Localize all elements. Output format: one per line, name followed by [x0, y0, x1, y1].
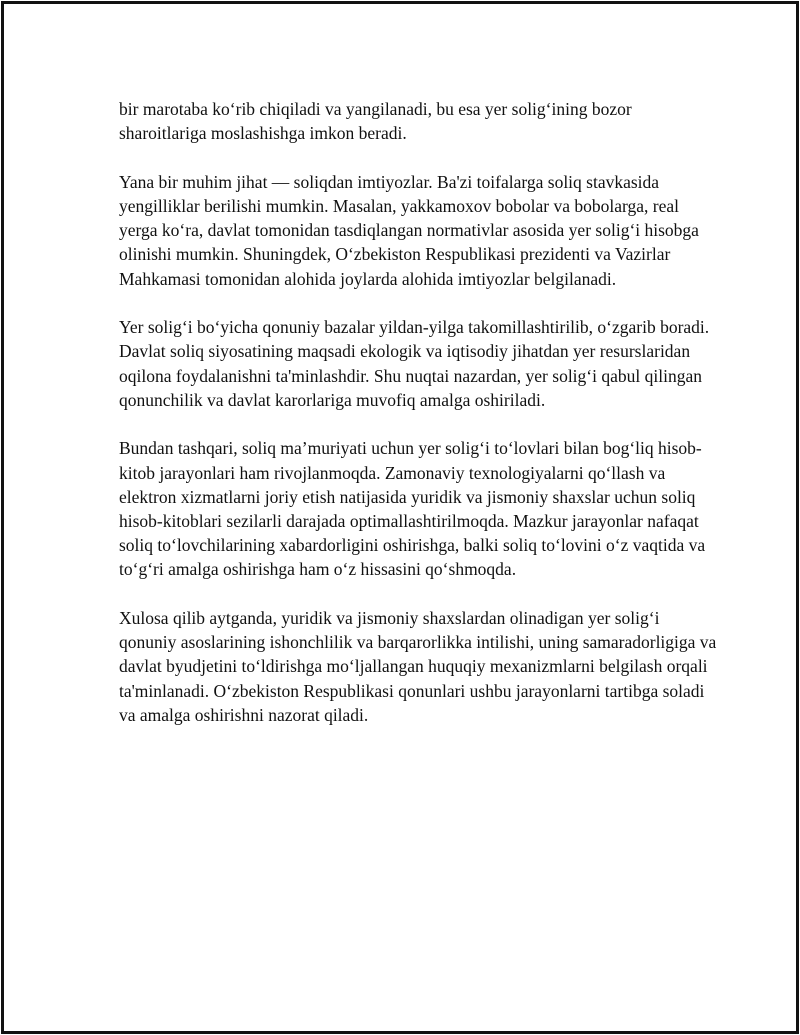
paragraph-2: Yana bir muhim jihat — soliqdan imtiyozlar. Ba'zi toifalarga soliq stavkasida yengilliklar berilishi mumkin. Masalan, yakkamoxov bobolar va bobolarga, real yerga ko‘ra, davlat tomonidan tasdiqlangan normativlar asosida yer solig‘i hisobga olinishi mumkin. Shuningdek, O‘zbekiston Respublikasi prezidenti va Vazirlar Mahkamasi tomonidan alohida joylarda alohida imtiyozlar belgilanadi.	[119, 171, 699, 289]
paragraph-5: Xulosa qilib aytganda, yuridik va jismoniy shaxslardan olinadigan yer solig‘i qonuniy asoslarining ishonchlilik va barqarorlikka intilishi, uning samaradorligiga va davlat byudjetini to‘ldirishga mo‘ljallangan huquqiy mexanizmlarni belgilash orqali ta'minlanadi. O‘zbekiston Respublikasi qonunlari ushbu jarayonlarni tartibga soladi va amalga oshirishni nazorat qiladi.	[119, 608, 717, 725]
document-body	[119, 97, 719, 751]
document-page	[1, 1, 799, 1034]
paragraph-1: bir marotaba ko‘rib chiqiladi va yangilanadi, bu esa yer solig‘ining bozor sharoitlariga moslashishga imkon beradi.	[119, 99, 632, 144]
paragraph-4: Bundan tashqari, soliq ma’muriyati uchun yer solig‘i to‘lovlari bilan bog‘liq hisob-kitob jarayonlari ham rivojlanmoqda. Zamonaviy texnologiyalarni qo‘llash va elektron xizmatlarni joriy etish natijasida yuridik va jismoniy shaxslar uchun soliq hisob-kitoblari sezilarli darajada optimallashtirilmoqda. Mazkur jarayonlar nafaqat soliq to‘lovchilarining xabardorligini oshirishga, balki soliq to‘lovini o‘z vaqtida va to‘g‘ri amalga oshirishga ham o‘z hissasini qo‘shmoqda.	[119, 438, 706, 580]
paragraph-3: Yer solig‘i bo‘yicha qonuniy bazalar yildan-yilga takomillashtirilib, o‘zgarib boradi. Davlat soliq siyosatining maqsadi ekologik va iqtisodiy jihatdan yer resurslaridan oqilona foydalanishni ta'minlashdir. Shu nuqtai nazardan, yer solig‘i qabul qilingan qonunchilik va davlat karorlariga muvofiq amalga oshiriladi.	[119, 317, 710, 410]
